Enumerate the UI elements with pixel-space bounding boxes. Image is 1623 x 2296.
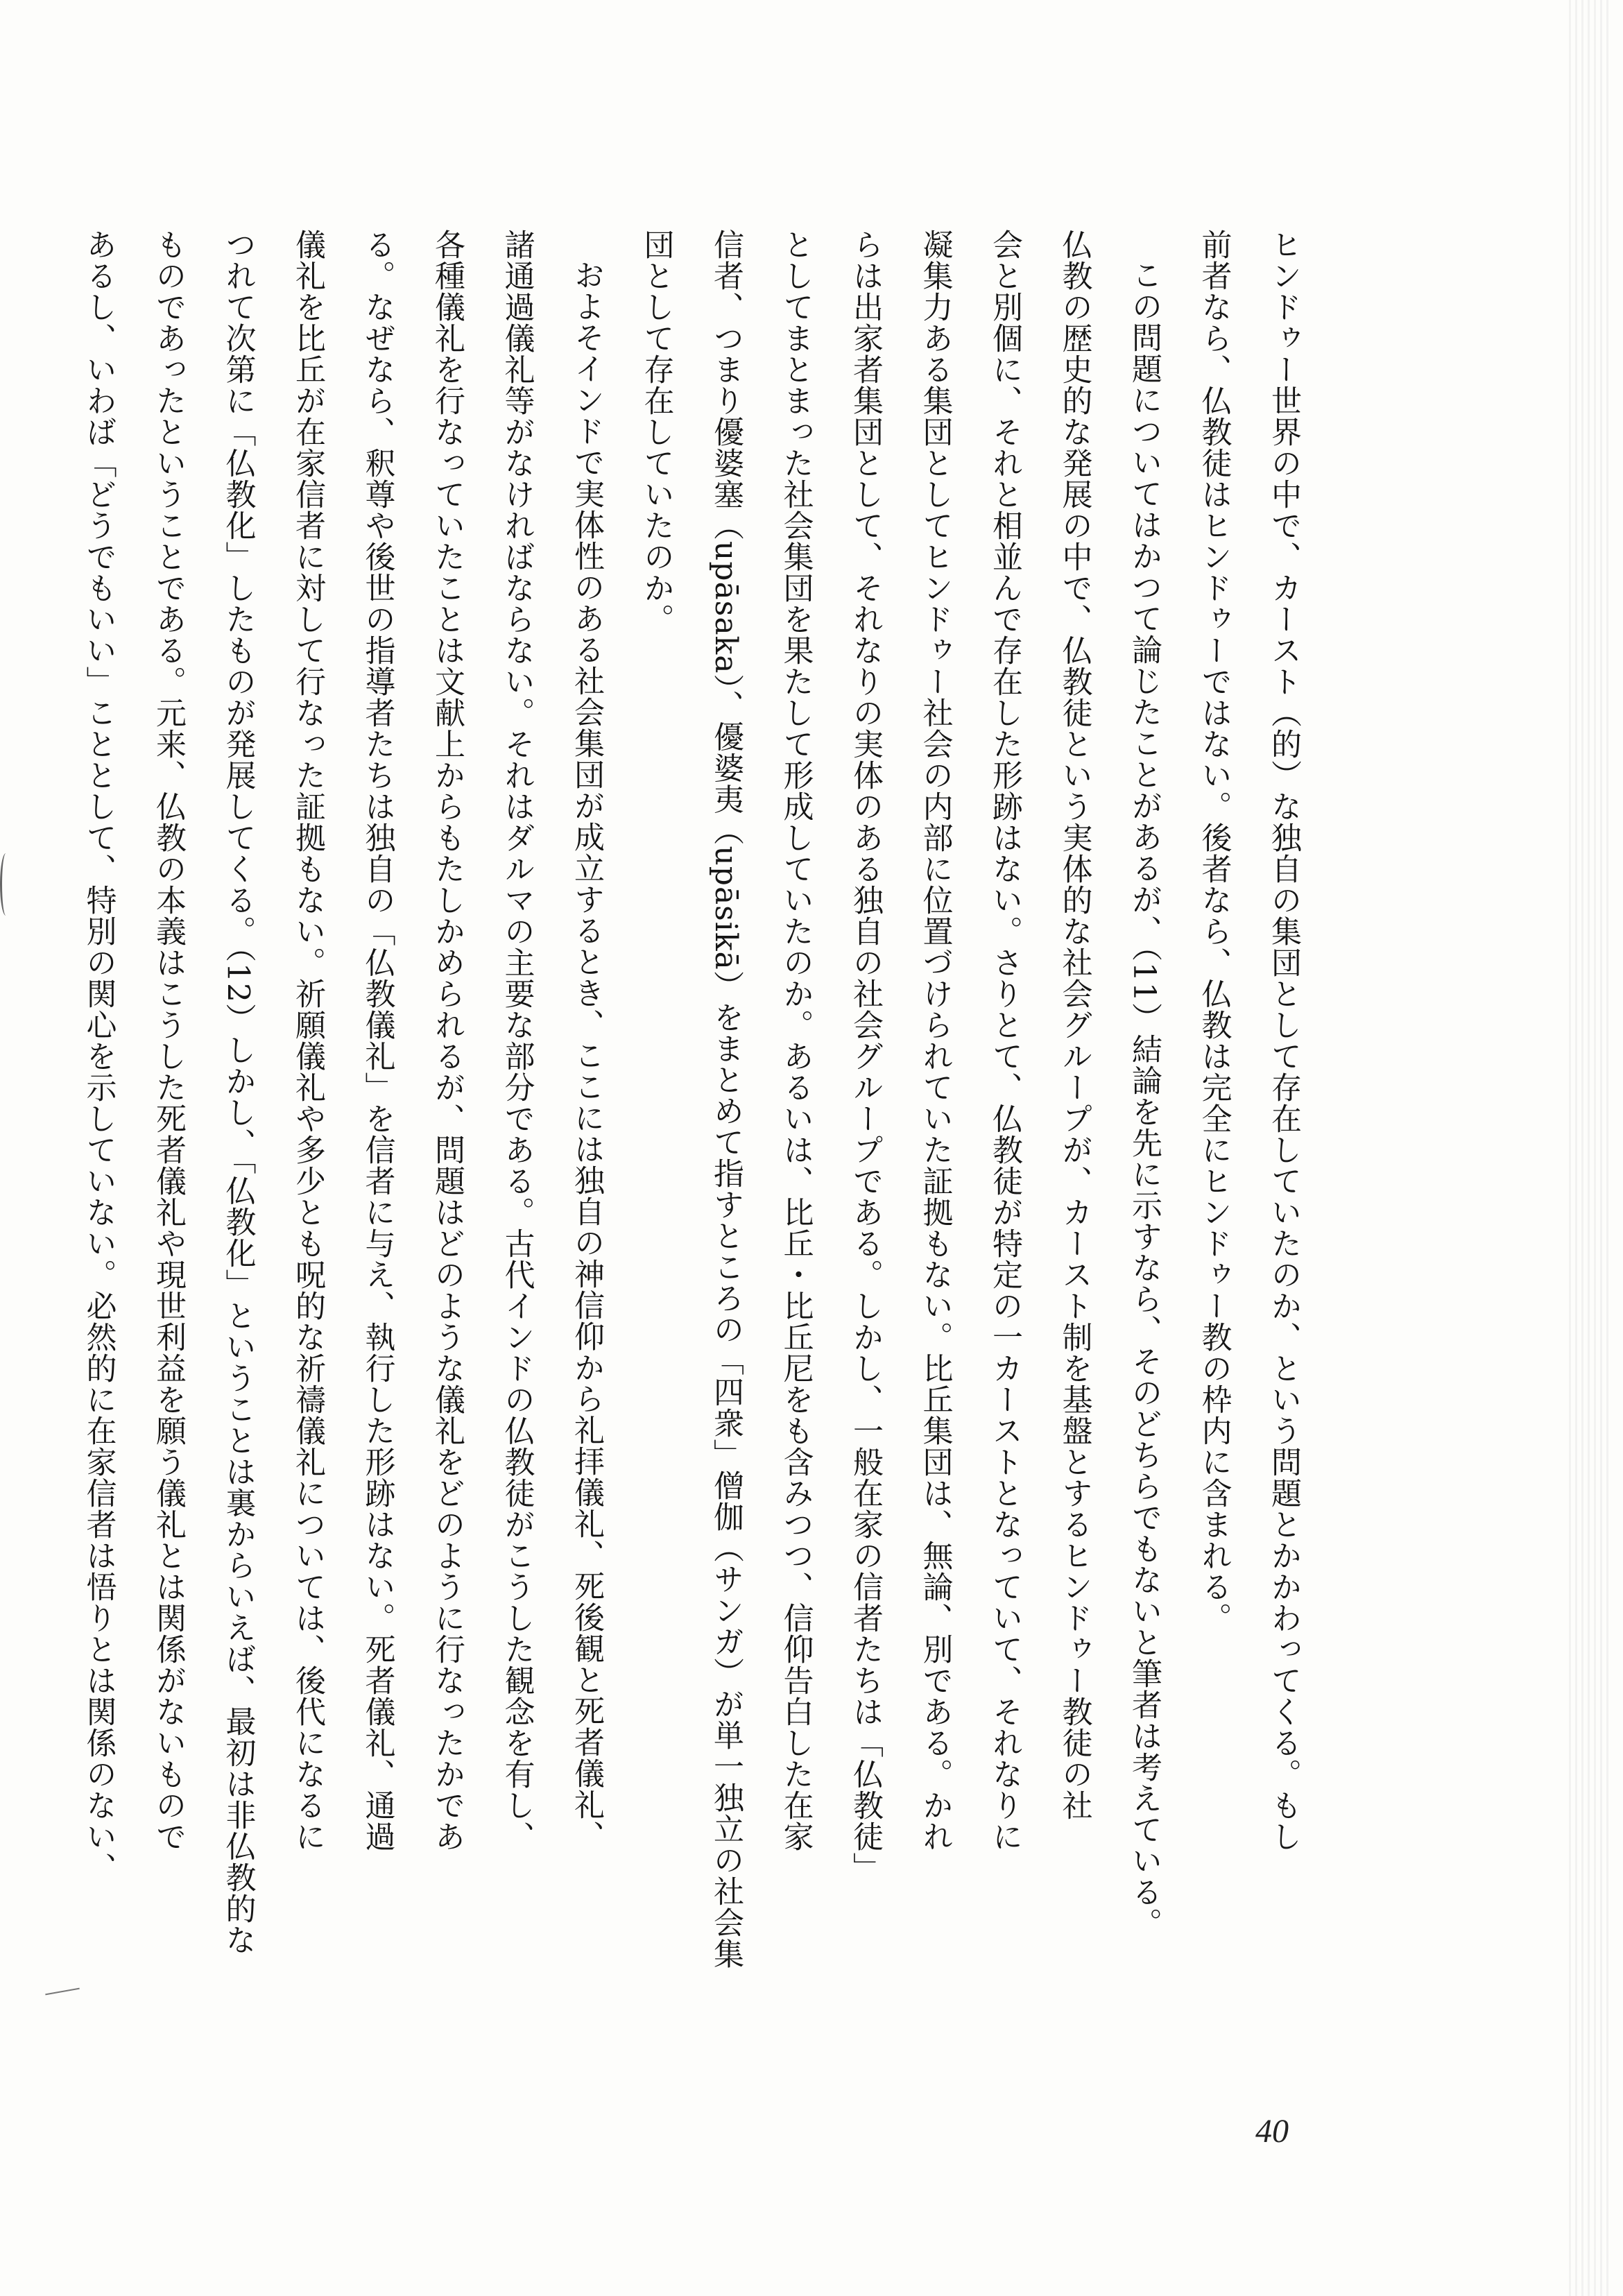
text-column: ヒンドゥー世界の中で、カースト（的）な独自の集団として存在していたのか、という問題とかかわってくる。もし: [1266, 229, 1301, 1852]
scan-artifact-curve: [0, 853, 12, 916]
text-column: としてまとまった社会集団を果たして形成していたのか。あるいは、比丘・比丘尼をも含みつつ、信仰告白した在家: [778, 229, 814, 1852]
text-column: およそインドで実体性のある社会集団が成立するとき、ここには独自の神信仰から礼拝儀礼、死後観と死者儀礼、: [569, 259, 604, 1851]
text-column: つれて次第に「仏教化」したものが発展してくる。（12）しかし、「仏教化」ということは裏からいえば、最初は非仏教的な: [220, 229, 256, 1955]
page-number: 40: [1255, 2113, 1289, 2150]
text-column: 前者なら、仏教徒はヒンドゥーではない。後者なら、仏教は完全にヒンドゥー教の枠内に含まれる。: [1196, 229, 1232, 1634]
text-column: る。なぜなら、釈尊や後世の指導者たちは独自の「仏教儀礼」を信者に与え、執行した形跡はない。死者儀礼、通過: [359, 229, 395, 1852]
text-column: 団として存在していたのか。: [638, 229, 674, 635]
text-column: この問題についてはかつて論じたことがあるが、（11）結論を先に示すなら、そのどちらでもないと筆者は考えている。: [1126, 259, 1162, 1939]
text-column: ものであったということである。元来、仏教の本義はこうした死者儀礼や現世利益を願う儀礼とは関係がないもので: [151, 229, 186, 1852]
text-column: 仏教の歴史的な発展の中で、仏教徒という実体的な社会グループが、カースト制を基盤とするヒンドゥー教徒の社: [1056, 229, 1092, 1821]
text-column: 諸通過儀礼等がなければならない。それはダルマの主要な部分である。古代インドの仏教徒がこうした観念を有し、: [499, 229, 535, 1852]
text-column: 儀礼を比丘が在家信者に対して行なった証拠もない。祈願儀礼や多少とも呪的な祈禱儀礼については、後代になるに: [290, 229, 325, 1852]
text-column: 会と別個に、それと相並んで存在した形跡はない。さりとて、仏教徒が特定の一カーストとなっていて、それなりに: [987, 229, 1022, 1852]
text-column: 各種儀礼を行なっていたことは文献上からもたしかめられるが、問題はどのような儀礼をどのように行なったかであ: [429, 229, 465, 1852]
text-column: 信者、つまり優婆塞（upāsaka）、優婆夷（upāsikā）をまとめて指すところの「四衆」僧伽（サンガ）が単一独立の社会集: [708, 229, 744, 1969]
scan-page-edge: [1569, 0, 1611, 2296]
text-column: らは出家者集団として、それなりの実体のある独自の社会グループである。しかし、一般在家の信者たちは「仏教徒」: [848, 229, 883, 1883]
text-column: 凝集力ある集団としてヒンドゥー社会の内部に位置づけられていた証拠もない。比丘集団は、無論、別である。かれ: [917, 229, 953, 1852]
text-column: あるし、いわば「どうでもいい」こととして、特別の関心を示していない。必然的に在家信者は悟りとは関係のない、: [80, 229, 117, 1883]
body-text: [80, 229, 1318, 2074]
